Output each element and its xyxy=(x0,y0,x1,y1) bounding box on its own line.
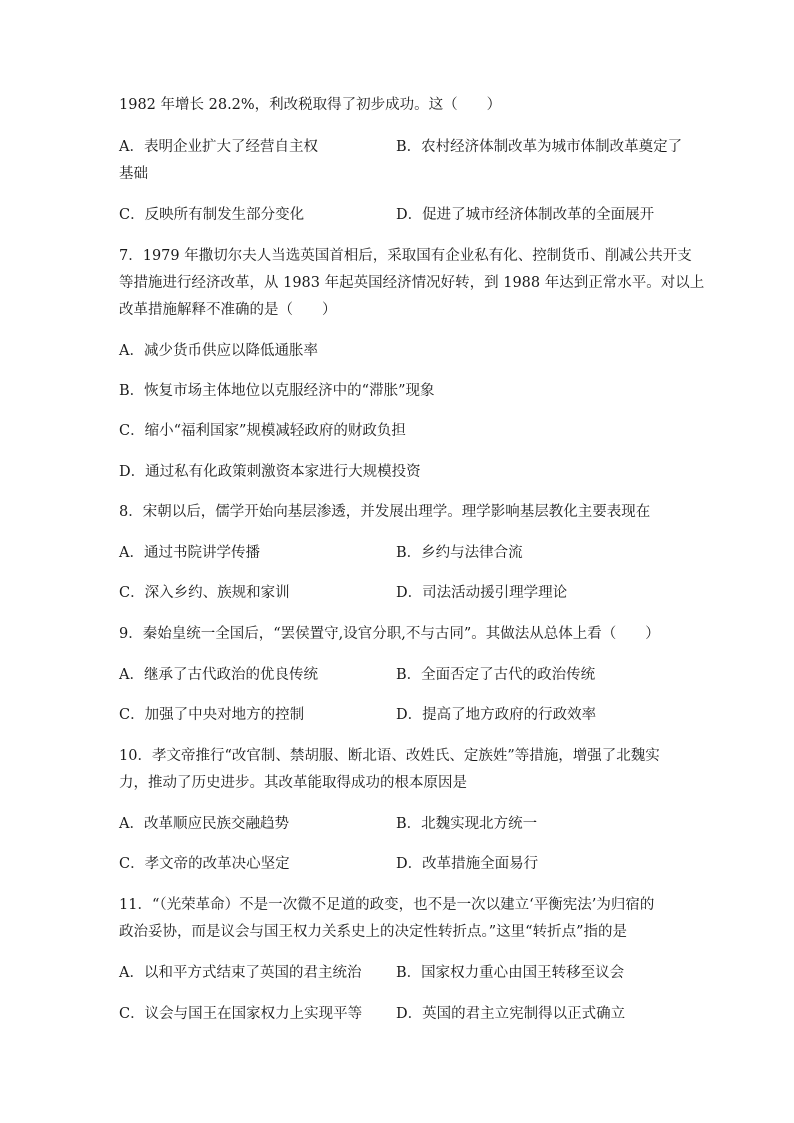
q10-stem-line1: 10．孝文帝推行“改官制、禁胡服、断北语、改姓氏、定族姓”等措施，增强了北魏实 xyxy=(119,748,660,764)
q8-option-b: B．乡约与法律合流 xyxy=(396,545,523,561)
q7-option-b: B．恢复市场主体地位以克服经济中的“滞胀”现象 xyxy=(119,383,435,399)
q9-option-d: D．提高了地方政府的行政效率 xyxy=(396,707,597,723)
q11-stem-line1: 11．“（光荣革命）不是一次微不足道的政变，也不是一次以建立‘平衡宪法’为归宿的 xyxy=(119,897,655,913)
prev-option-b: B．农村经济体制改革为城市体制改革奠定了 xyxy=(396,139,683,155)
prev-option-a: A．表明企业扩大了经营自主权 xyxy=(119,139,318,155)
prev-option-c: C．反映所有制发生部分变化 xyxy=(119,207,305,223)
prev-option-d: D．促进了城市经济体制改革的全面展开 xyxy=(396,207,655,223)
prev-option-b-cont: 基础 xyxy=(119,166,148,182)
q9-option-a: A．继承了古代政治的优良传统 xyxy=(119,667,318,683)
q11-option-a: A．以和平方式结束了英国的君主统治 xyxy=(119,965,362,981)
q9-option-c: C．加强了中央对地方的控制 xyxy=(119,707,305,723)
q10-option-d: D．改革措施全面易行 xyxy=(396,856,539,872)
q8-option-d: D．司法活动援引理学理论 xyxy=(396,585,568,601)
q7-option-d: D．通过私有化政策刺激资本家进行大规模投资 xyxy=(119,464,421,480)
q9-stem: 9．秦始皇统一全国后，“罢侯置守,设官分职,不与古同”。其做法从总体上看（ ） xyxy=(119,626,660,642)
q7-option-a: A．减少货币供应以降低通胀率 xyxy=(119,343,318,359)
q11-option-b: B．国家权力重心由国王转移至议会 xyxy=(396,965,625,981)
q7-option-c: C．缩小“福利国家”规模减轻政府的财政负担 xyxy=(119,423,406,439)
q7-stem-line2: 等措施进行经济改革，从 1983 年起英国经济情况好转，到 1988 年达到正常水平。对以上 xyxy=(119,275,705,291)
q9-option-b: B．全面否定了古代的政治传统 xyxy=(396,667,596,683)
q7-stem-line3: 改革措施解释不准确的是（ ） xyxy=(119,302,337,318)
prev-question-tail: 1982 年增长 28.2%，利改税取得了初步成功。这（ ） xyxy=(119,97,502,113)
q8-stem: 8．宋朝以后，儒学开始向基层渗透，并发展出理学。理学影响基层教化主要表现在 xyxy=(119,504,651,520)
q10-option-c: C．孝文帝的改革决心坚定 xyxy=(119,856,290,872)
q11-option-d: D．英国的君主立宪制得以正式确立 xyxy=(396,1006,626,1022)
q8-option-a: A．通过书院讲学传播 xyxy=(119,545,260,561)
q11-option-c: C．议会与国王在国家权力上实现平等 xyxy=(119,1006,363,1022)
q10-option-a: A．改革顺应民族交融趋势 xyxy=(119,816,289,832)
q11-stem-line2: 政治妥协，而是议会与国王权力关系史上的决定性转折点。”这里“转折点”指的是 xyxy=(119,924,627,940)
q10-option-b: B．北魏实现北方统一 xyxy=(396,816,538,832)
q10-stem-line2: 力，推动了历史进步。其改革能取得成功的根本原因是 xyxy=(119,775,467,791)
q8-option-c: C．深入乡约、族规和家训 xyxy=(119,585,290,601)
q7-stem-line1: 7．1979 年撒切尔夫人当选英国首相后，采取国有企业私有化、控制货币、削减公共开支 xyxy=(119,248,692,264)
